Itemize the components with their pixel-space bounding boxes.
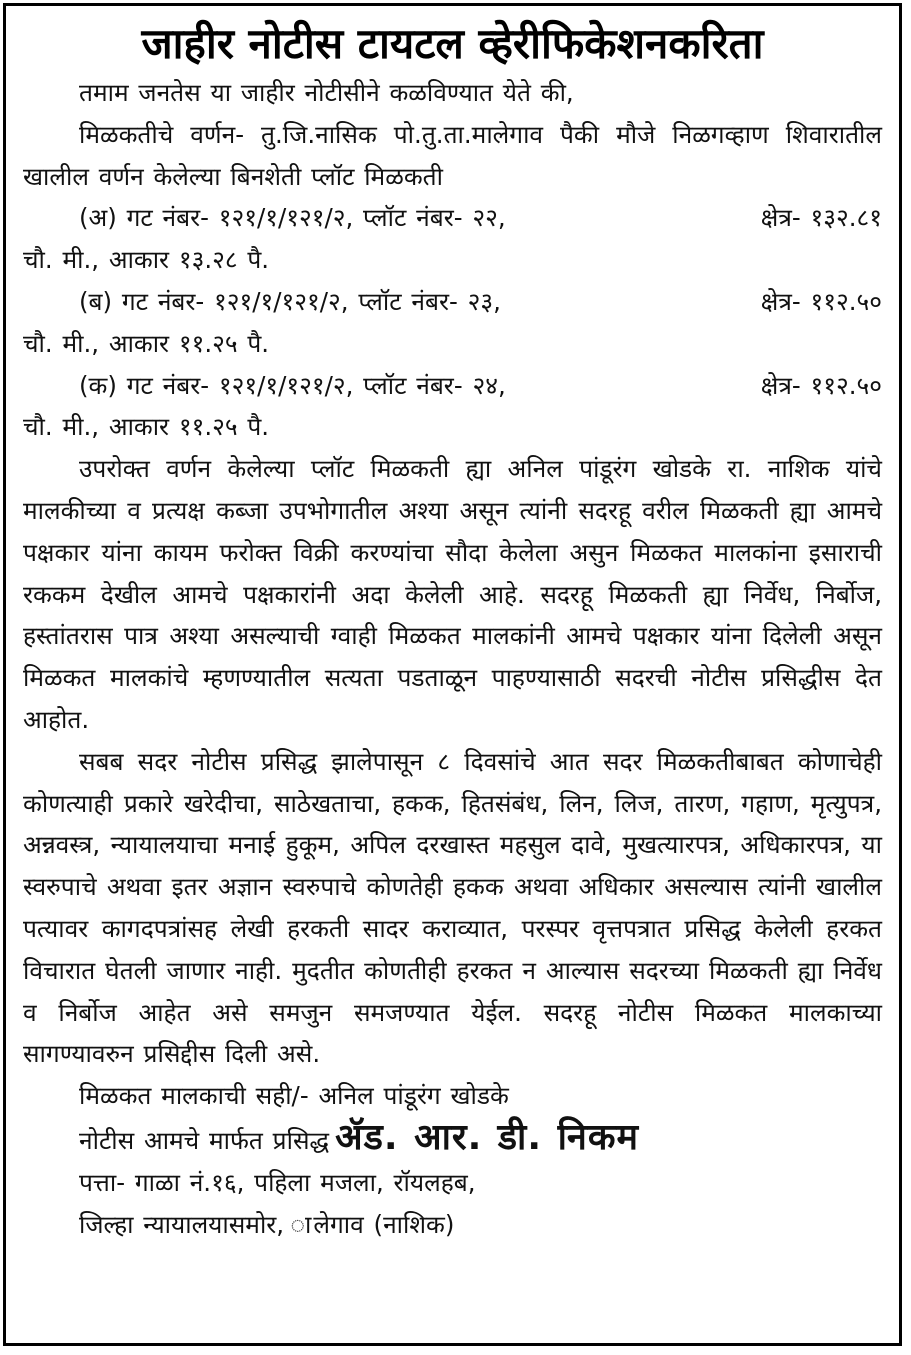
address-line-1: पत्ता- गाळा नं.१६, पहिला मजला, रॉयलहब, [79, 1167, 476, 1197]
notice-intro: तमाम जनतेस या जाहीर नोटीसीने कळविण्यात येते की, [79, 78, 574, 107]
published-through: नोटीस आमचे मार्फत प्रसिद्ध [79, 1125, 330, 1155]
plot-area: क्षेत्र- ११२.५० [760, 286, 882, 316]
plot-area: क्षेत्र- ११२.५० [760, 370, 882, 400]
plot-label: (क) गट नंबर- १२१/१/१२१/२, प्लॉट नंबर- २४, [79, 370, 506, 400]
plot-list [23, 197, 882, 448]
plot-item [23, 281, 882, 365]
plot-label: (ब) गट नंबर- १२१/१/१२१/२, प्लॉट नंबर- २३, [79, 286, 501, 316]
plot-tail: चौ. मी., आकार १३.२८ पै. [23, 245, 270, 275]
notice-title: जाहीर नोटीस टायटल व्हेरीफिकेशनकरिता [141, 19, 764, 68]
plot-label: (अ) गट नंबर- १२१/१/१२१/२, प्लॉट नंबर- २२, [79, 203, 506, 233]
owner-paragraph: उपरोक्त वर्णन केलेल्या प्लॉट मिळकती ह्या अनिल पांडूरंग खोडके रा. नाशिक यांचे मालकीच्या व प्रत्यक्ष कब्जा उपभोगातील अश्या असून त्यांनी सदरहू वरील मिळकती ह्या आमचे पक्षकार यांना कायम फरोक्त विक्री करण्यांचा सौदा केलेला असुन मिळकत मालकांना इसाराची रककम देखील आमचे पक्षकारांनी अदा केलेली आहे. सदरहू मिळकती ह्या निर्वेध, निर्बोज, हस्तांतरास पात्र अश्या असल्याची ग्वाही मिळकत मालकांनी आमचे पक्षकार यांना दिलेली असून मिळकत मालकांचे म्हणण्यातील सत्यता पडताळून पाहण्यासाठी सदरची नोटीस प्रसिद्धीस देत आहोत. [23, 454, 882, 734]
objection-paragraph: सबब सदर नोटीस प्रसिद्ध झालेपासून ८ दिवसांचे आत सदर मिळकतीबाबत कोणाचेही कोणत्याही प्रकारे खरेदीचा, साठेखताचा, हकक, हितसंबंध, लिन, लिज, तारण, गहाण, मृत्युपत्र, अन्नवस्त्र, न्यायालयाचा मनाई हुकूम, अपिल दरखास्त महसुल दावे, मुखत्यारपत्र, अधिकारपत्र, या स्वरुपाचे अथवा इतर अज्ञान स्वरुपाचे कोणतेही हकक अथवा अधिकार असल्यास त्यांनी खालील पत्यावर कागदपत्रांसह लेखी हरकती सादर कराव्यात, परस्पर वृत्तपत्रात प्रसिद्ध केलेली हरकत विचारात घेतली जाणार नाही. मुदतीत कोणतीही हरकत न आल्यास सदरच्या मिळकती ह्या निर्वेध व निर्बोज आहेत असे समजुन समजण्यात येईल. सदरहू नोटीस मिळकत मालकाच्या सागण्यावरुन प्रसिद्दीस दिली असे. [23, 746, 882, 1069]
plot-tail: चौ. मी., आकार ११.२५ पै. [23, 412, 270, 442]
plot-area: क्षेत्र- १३२.८१ [760, 203, 882, 233]
plot-item [23, 365, 882, 449]
plot-tail: चौ. मी., आकार ११.२५ पै. [23, 328, 270, 358]
plot-item [23, 197, 882, 281]
owner-signature: मिळकत मालकाची सही/- अनिल पांडूरंग खोडके [79, 1081, 509, 1111]
advocate-name: ॲड. आर. डी. निकम [335, 1116, 640, 1158]
notice-box [3, 3, 902, 1346]
publisher-line [23, 1117, 882, 1162]
property-description: मिळकतीचे वर्णन- तु.जि.नासिक पो.तु.ता.मालेगाव पैकी मौजे निळगव्हाण शिवारातील खालील वर्णन केलेल्या बिनशेती प्लॉट मिळकती [23, 119, 882, 191]
address-line-2: जिल्हा न्यायालयासमोर, ालेगाव (नाशिक) [79, 1209, 455, 1239]
